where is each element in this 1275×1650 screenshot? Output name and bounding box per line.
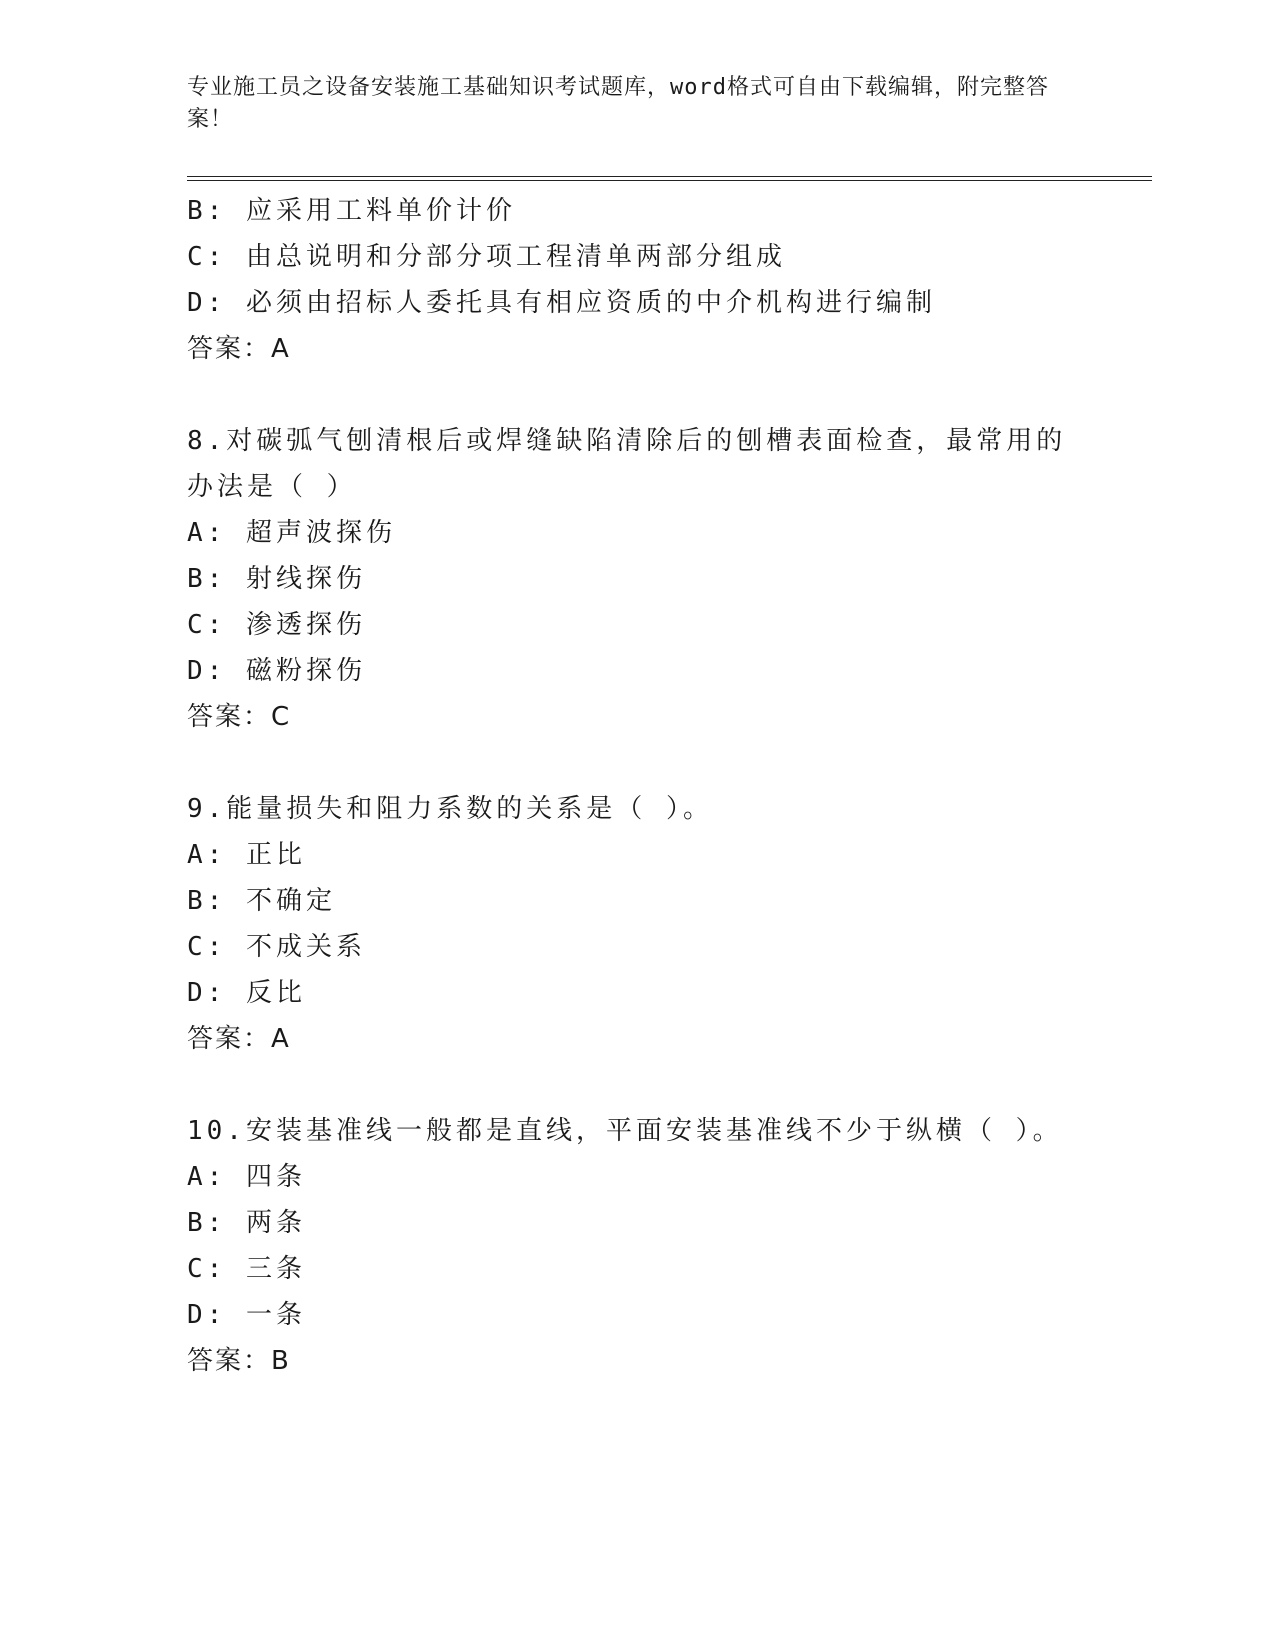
question-list [187,188,1087,1384]
option-c: C: 三条 [187,1254,306,1284]
spacer [187,740,1087,786]
question-10 [187,1108,1087,1384]
option-d: D: 磁粉探伤 [187,656,366,686]
option-d: D: 必须由招标人委托具有相应资质的中介机构进行编制 [187,288,936,318]
header-divider [187,176,1152,181]
spacer [187,372,1087,418]
answer: 答案：C [187,702,292,732]
option-c: C: 由总说明和分部分项工程清单两部分组成 [187,242,786,272]
question-text: 9.能量损失和阻力系数的关系是（ ）。 [187,794,713,824]
option-c: C: 渗透探伤 [187,610,366,640]
option-d: D: 反比 [187,978,306,1008]
option-b: B: 应采用工料单价计价 [187,196,516,226]
question-text: 8.对碳弧气刨清根后或焊缝缺陷清除后的刨槽表面检查，最常用的办法是（ ） [187,426,1067,502]
answer: 答案：A [187,1024,291,1054]
question-8 [187,418,1087,740]
option-d: D: 一条 [187,1300,306,1330]
page-header: 专业施工员之设备安装施工基础知识考试题库，word格式可自由下载编辑，附完整答案！ [187,75,1049,132]
option-b: B: 不确定 [187,886,336,916]
spacer [187,1062,1087,1108]
answer: 答案：B [187,1346,291,1376]
question-text: 10.安装基准线一般都是直线，平面安装基准线不少于纵横（ ）。 [187,1116,1063,1146]
question-9 [187,786,1087,1062]
option-a: A: 超声波探伤 [187,518,396,548]
answer: 答案：A [187,334,291,364]
option-b: B: 射线探伤 [187,564,366,594]
option-b: B: 两条 [187,1208,306,1238]
option-a: A: 四条 [187,1162,306,1192]
question-7 [187,188,1087,372]
option-a: A: 正比 [187,840,306,870]
option-c: C: 不成关系 [187,932,366,962]
